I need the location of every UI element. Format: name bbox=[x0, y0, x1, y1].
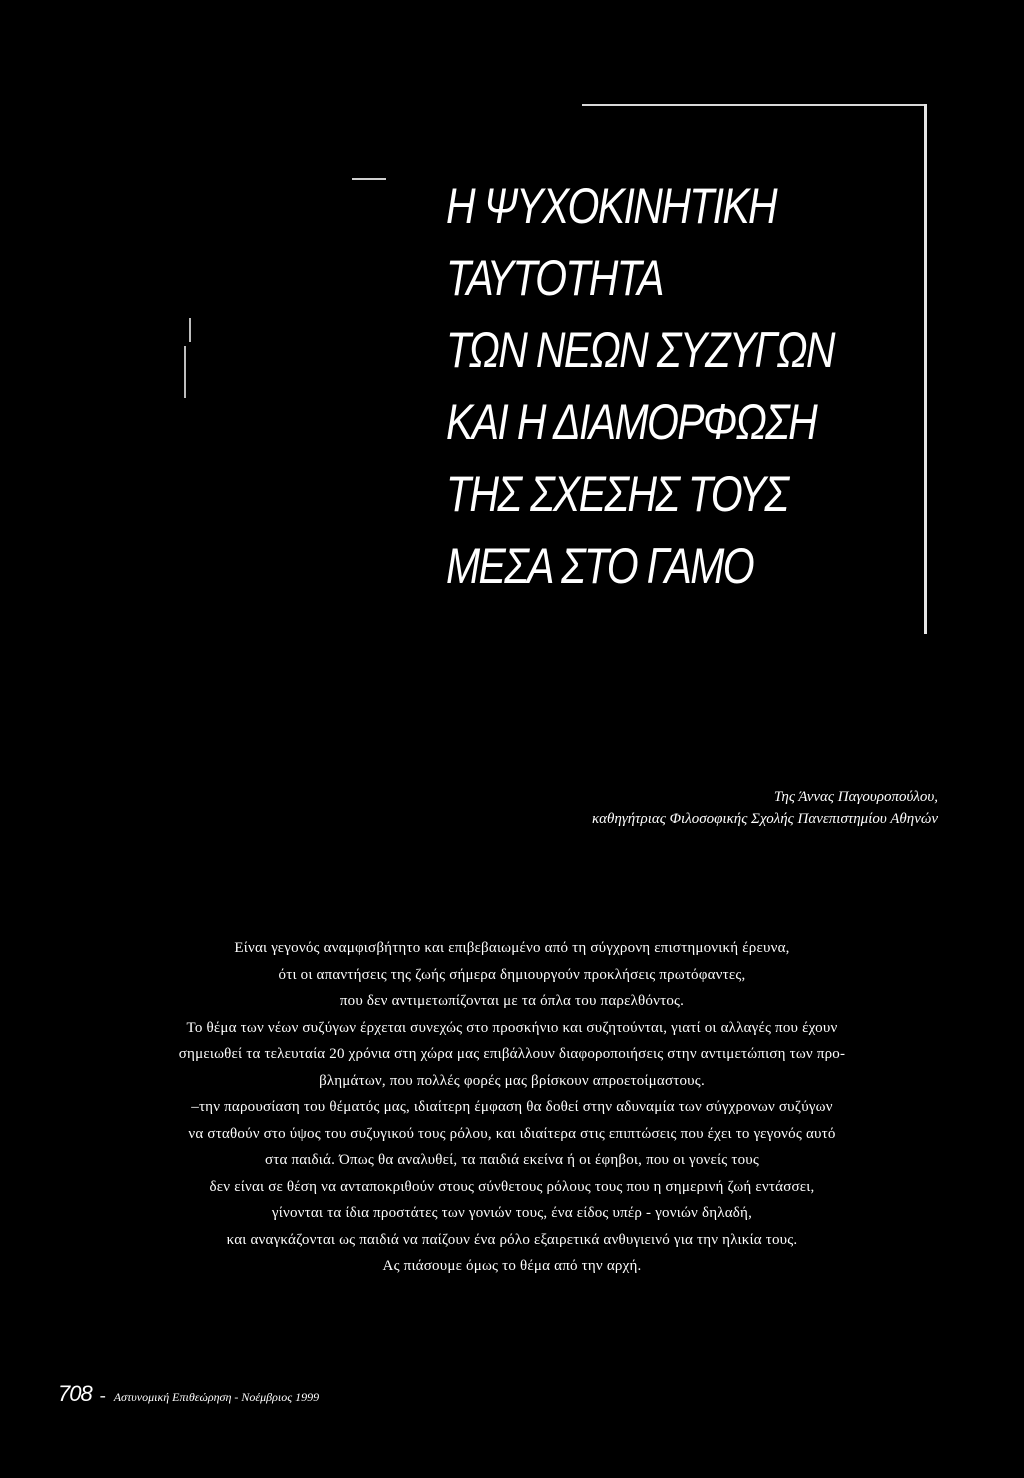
author-affiliation: καθηγήτριας Φιλοσοφικής Σχολής Πανεπιστημίου Αθηνών bbox=[591, 811, 938, 827]
page-number: 708 bbox=[58, 1381, 92, 1406]
body-line: Το θέμα των νέων συζύγων έρχεται συνεχώς στο προσκήνιο και συζητούνται, γιατί οι αλλαγές που έχουν bbox=[186, 1019, 838, 1036]
publication-name: Αστυνομική Επιθεώρηση - Νοέμβριος 1999 bbox=[113, 1390, 320, 1404]
title-line: ΤΑΥΤΟΤΗΤΑ bbox=[446, 250, 663, 306]
title-line: ΤΩΝ ΝΕΩΝ ΣΥΖΥΓΩΝ bbox=[446, 322, 834, 378]
body-line: σημειωθεί τα τελευταία 20 χρόνια στη χώρα μας επιβάλλουν διαφοροποιήσεις στην αντιμετώπιση των προ- bbox=[178, 1046, 846, 1062]
article-body bbox=[60, 935, 964, 1280]
author-byline bbox=[592, 786, 938, 830]
body-line: ‒την παρουσίαση του θέματός μας, ιδιαίτερη έμφαση θα δοθεί στην αδυναμία των σύγχρονων συζύγων bbox=[191, 1099, 833, 1115]
body-line: δεν είναι σε θέση να ανταποκριθούν στους σύνθετους ρόλους τους που η σημερινή ζωή εντάσσει, bbox=[209, 1178, 815, 1195]
title-line: ΜΕΣΑ ΣΤΟ ΓΑΜΟ bbox=[446, 538, 754, 594]
body-line: να σταθούν στο ύψος του συζυγικού τους ρόλου, και ιδιαίτερα στις επιπτώσεις που έχει το γεγονός αυτό bbox=[188, 1125, 836, 1142]
title-line: ΚΑΙ Η ΔΙΑΜΟΡΦΩΣΗ bbox=[446, 394, 817, 450]
page-footer bbox=[58, 1381, 319, 1407]
footer-separator: - bbox=[99, 1385, 106, 1405]
body-line: στα παιδιά. Όπως θα αναλυθεί, τα παιδιά εκείνα ή οι έφηβοι, που οι γονείς τους bbox=[264, 1152, 760, 1168]
body-line: Είναι γεγονός αναμφισβήτητο και επιβεβαιωμένο από τη σύγχρονη επιστημονική έρευνα, bbox=[234, 940, 790, 956]
margin-tick-mark bbox=[189, 318, 191, 342]
body-line: γίνονται τα ίδια προστάτες των γονιών τους, ένα είδος υπέρ - γονιών δηλαδή, bbox=[271, 1205, 753, 1221]
author-name: Της Άννας Παγουροπούλου, bbox=[773, 789, 938, 805]
article-title bbox=[446, 170, 916, 602]
frame-top-rule bbox=[582, 104, 924, 106]
body-line: Ας πιάσουμε όμως το θέμα από την αρχή. bbox=[382, 1258, 642, 1274]
margin-tick-mark bbox=[184, 346, 186, 398]
frame-right-rule bbox=[924, 104, 927, 634]
body-line: βλημάτων, που πολλές φορές μας βρίσκουν απροετοίμαστους. bbox=[319, 1072, 705, 1089]
body-line: που δεν αντιμετωπίζονται με τα όπλα του παρελθόντος. bbox=[339, 993, 685, 1009]
title-line: ΤΗΣ ΣΧΕΣΗΣ ΤΟΥΣ bbox=[446, 466, 788, 522]
body-line: και αναγκάζονται ως παιδιά να παίζουν ένα ρόλο εξαιρετικά ανθυγιεινό για την ηλικία τους. bbox=[226, 1231, 798, 1248]
title-dash-rule bbox=[352, 178, 386, 180]
body-line: ότι οι απαντήσεις της ζωής σήμερα δημιουργούν προκλήσεις πρωτόφαντες, bbox=[278, 966, 746, 983]
title-line: Η ΨΥΧΟΚΙΝΗΤΙΚΗ bbox=[446, 178, 777, 234]
